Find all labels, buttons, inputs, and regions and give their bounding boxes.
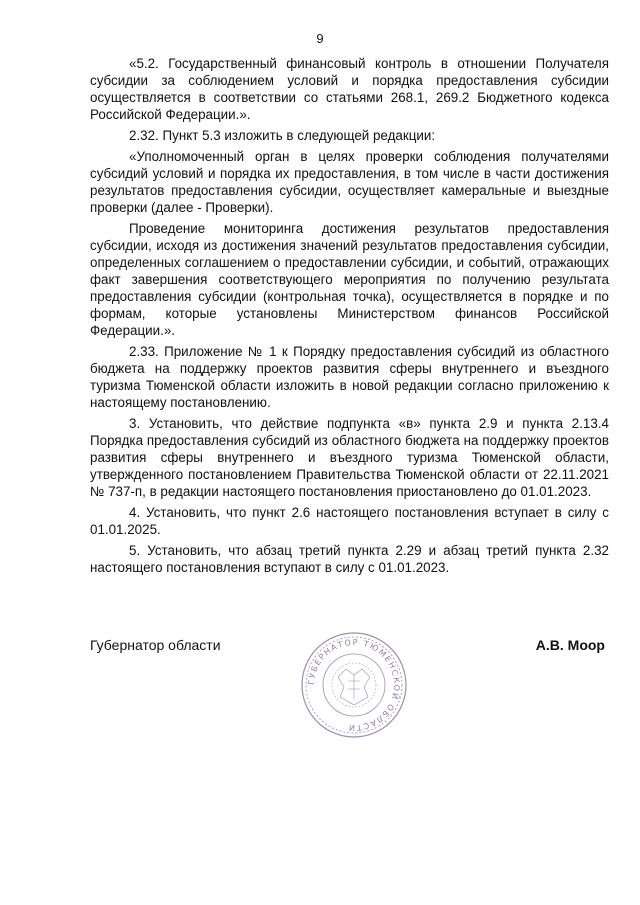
seal-text: ГУБЕРНАТОР ТЮМЕНСКОЙ ОБЛАСТИ [306,637,402,733]
paragraph-monitoring: Проведение мониторинга достижения результатов предоставления субсидии, исходя из достижения значений результатов предоставления субсидии, определенных соглашением о предоставлении субсидии, и событий, отражающих факт завершения соответствующего мероприятия по получению результата предоставления субсидии (контрольная точка), осуществляется в порядке и по формам, которые установлены Министерством финансов Российской Федерации.». [90,221,609,338]
paragraph-2-32: 2.32. Пункт 5.3 изложить в следующей редакции: [129,128,436,143]
paragraph-authorized-body: «Уполномоченный орган в целях проверки соблюдения получателями субсидий условий и порядка их предоставления, в том числе в части достижения результатов предоставления субсидии, осуществляет камеральные и выездные проверки (далее - Проверки). [90,149,609,215]
paragraph-2-33: 2.33. Приложение № 1 к Порядку предоставления субсидий из областного бюджета на поддержку проектов развития сферы внутреннего и въездного туризма Тюменской области изложить в новой редакции согласно приложению к настоящему постановлению. [90,344,609,410]
paragraph-4: 4. Установить, что пункт 2.6 настоящего постановления вступает в силу с 01.01.2025. [90,505,609,537]
signature-block [90,637,609,787]
svg-text:ГУБЕРНАТОР ТЮМЕНСКОЙ ОБЛАСТИ [307,638,402,732]
official-seal [298,629,410,741]
paragraph-5: 5. Установить, что абзац третий пункта 2.29 и абзац третий пункта 2.32 настоящего постановления вступают в силу с 01.01.2023. [90,543,609,575]
document-body [90,55,609,580]
paragraph-5-2: «5.2. Государственный финансовый контроль в отношении Получателя субсидии за соблюдением условий и порядка предоставления субсидии осуществляется в соответствии со статьями 268.1, 269.2 Бюджетного кодекса Российской Федерации.». [90,56,609,122]
paragraph-3: 3. Установить, что действие подпункта «в» пункта 2.9 и пункта 2.13.4 Порядка предоставления субсидий из областного бюджета на поддержку проектов развития сферы внутреннего и въездного туризма Тюменской области, утвержденного постановлением Правительства Тюменской области от 22.11.2021 № 737-п, в редакции настоящего постановления приостановлено до 01.01.2023. [90,416,609,499]
signatory-name: А.В. Моор [535,637,605,653]
signatory-position: Губернатор области [90,637,221,653]
page-number: 9 [316,31,324,46]
